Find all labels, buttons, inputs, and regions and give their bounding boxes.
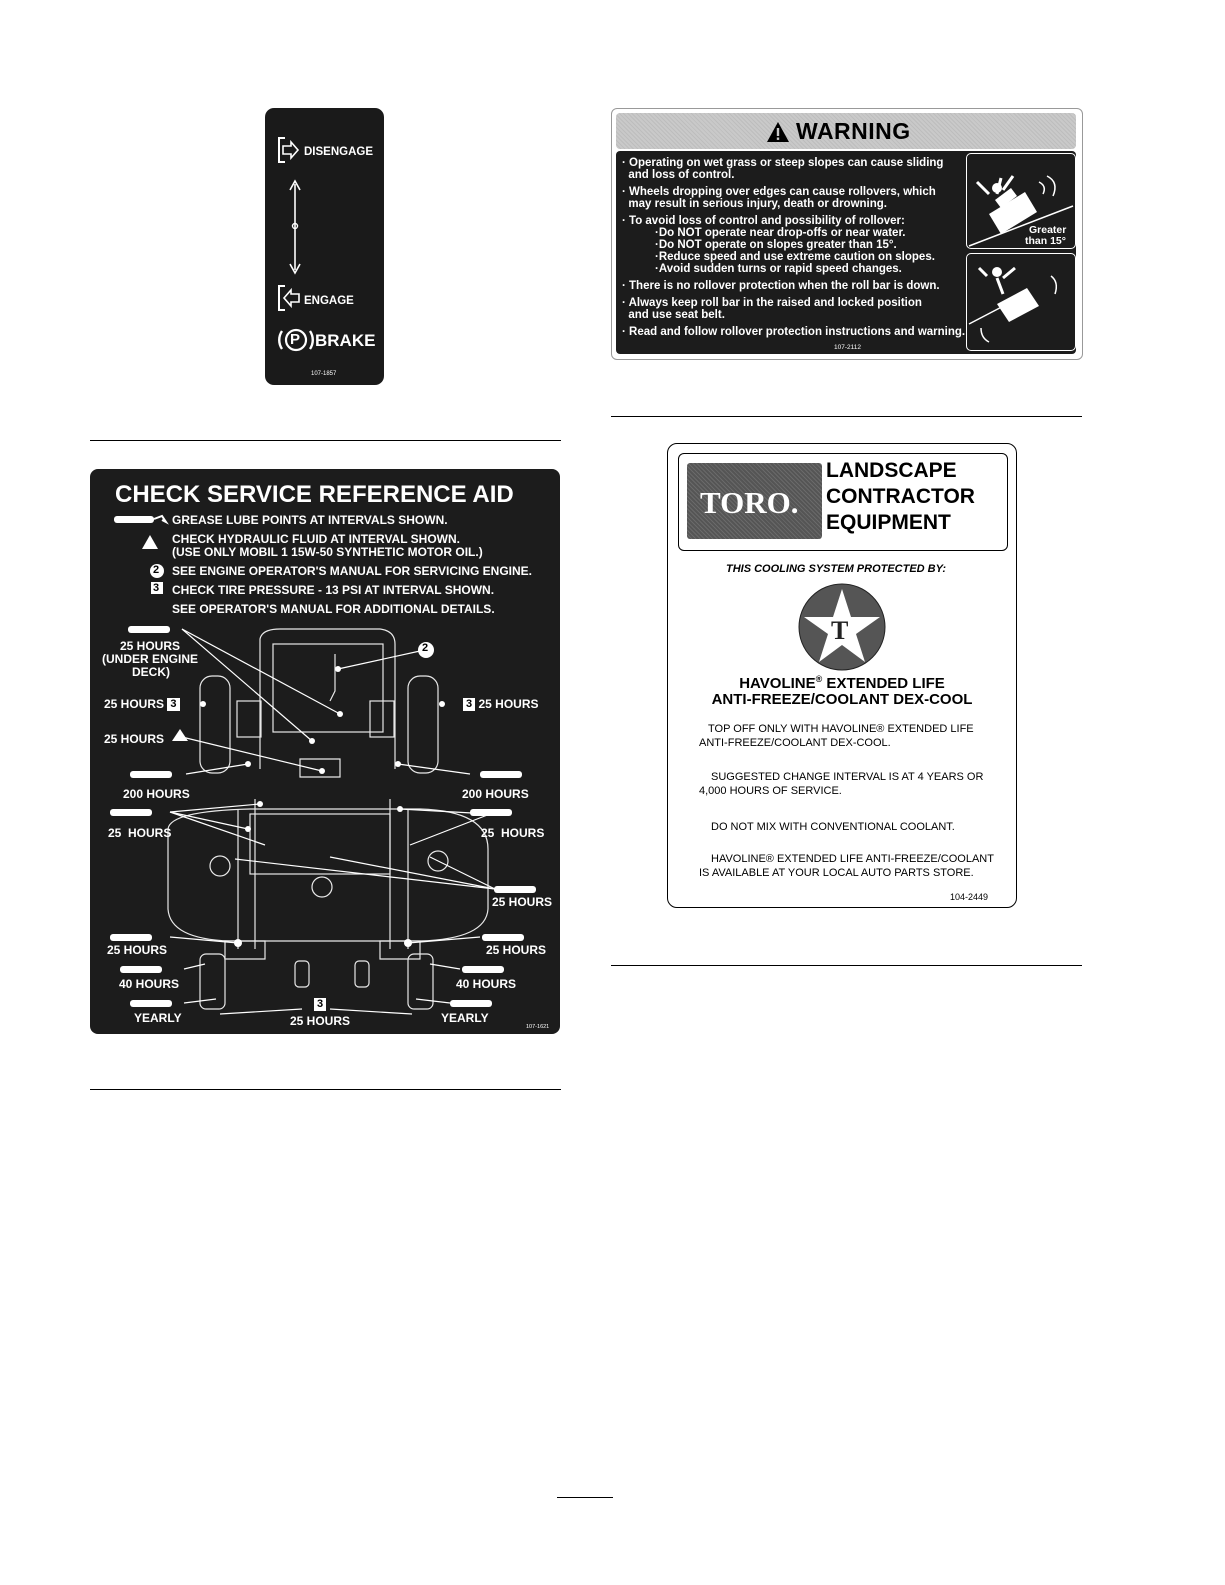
tire-left-number: 3	[167, 698, 179, 711]
label-40-left: 40 HOURS	[119, 977, 180, 991]
legend-grease: GREASE LUBE POINTS AT INTERVALS SHOWN.	[172, 513, 448, 527]
coolant-part-number: 104-2449	[950, 892, 989, 902]
brake-p-symbol: P	[290, 331, 301, 348]
legend-hydraulic-1: CHECK HYDRAULIC FLUID AT INTERVAL SHOWN.	[172, 532, 460, 546]
label-engine-number: 2	[422, 642, 429, 654]
legend-tire-number: 3	[153, 582, 160, 594]
warning-body	[616, 151, 1076, 354]
toro-brand: TORO.	[700, 485, 799, 520]
legend-engine: SEE ENGINE OPERATOR'S MANUAL FOR SERVICING ENGINE.	[172, 564, 533, 578]
rollbar-pictogram	[966, 253, 1076, 351]
rollbar-mower-icon	[967, 254, 1075, 350]
product-name-line-1	[668, 674, 1016, 692]
brake-part-number: 107-1857	[311, 371, 337, 377]
label-under-deck-2: (UNDER ENGINE	[102, 652, 199, 666]
warning-line: · Read and follow rollover protection instructions and warning.	[622, 326, 966, 338]
warning-triangle-icon	[766, 121, 790, 143]
hydraulic-warning-icon	[142, 535, 158, 549]
label-yearly-left: YEARLY	[134, 1011, 182, 1025]
warning-line: ·Reduce speed and use extreme caution on slopes.	[655, 251, 935, 263]
warning-line: ·Do NOT operate near drop-offs or near water.	[655, 227, 906, 239]
instr-2a: SUGGESTED CHANGE INTERVAL IS AT 4 YEARS OR	[711, 771, 984, 783]
grease-gun-icon	[114, 516, 166, 523]
toro-heading-3: EQUIPMENT	[826, 511, 951, 534]
warning-line: · Wheels dropping over edges can cause rollovers, which	[622, 186, 936, 198]
divider-left-2	[90, 1089, 561, 1090]
label-25-right: 25 HOURS	[481, 826, 545, 840]
divider-right-2	[611, 965, 1082, 966]
warning-line: · Always keep roll bar in the raised and locked position	[622, 297, 922, 309]
instr-2b: 4,000 HOURS OF SERVICE.	[699, 785, 842, 797]
label-tire-left	[104, 697, 180, 711]
label-200-left: 200 HOURS	[123, 787, 190, 801]
label-40-right: 40 HOURS	[456, 977, 517, 991]
coolant-decal	[667, 443, 1017, 908]
brake-label: BRAKE	[315, 331, 376, 350]
instr-3: DO NOT MIX WITH CONVENTIONAL COOLANT.	[711, 821, 955, 833]
label-hydraulic: 25 HOURS	[104, 732, 165, 746]
label-tire-left-text: 25 HOURS	[104, 697, 165, 711]
product-extended-life: EXTENDED LIFE	[822, 675, 945, 692]
toro-logo	[687, 463, 822, 539]
label-caster-tire-number	[314, 997, 326, 1011]
instr-1a: TOP OFF ONLY WITH HAVOLINE® EXTENDED LIFE	[708, 723, 974, 735]
star-letter: T	[831, 616, 849, 645]
service-title: CHECK SERVICE REFERENCE AID	[115, 481, 514, 508]
label-25-deck: 25 HOURS	[492, 895, 553, 909]
warning-line: · To avoid loss of control and possibility of rollover:	[622, 215, 905, 227]
slope-label-line-1: Greater	[1029, 224, 1067, 236]
instr-4b: IS AVAILABLE AT YOUR LOCAL AUTO PARTS STORE.	[699, 867, 974, 879]
legend-manual: SEE OPERATOR'S MANUAL FOR ADDITIONAL DETAILS.	[172, 602, 495, 616]
warning-line: · There is no rollover protection when the roll bar is down.	[622, 280, 940, 292]
warning-line: ·Avoid sudden turns or rapid speed changes.	[655, 263, 902, 275]
product-reg-mark: ®	[815, 674, 823, 684]
product-name-line-2: ANTI-FREEZE/COOLANT DEX-COOL	[711, 691, 973, 708]
protected-by: THIS COOLING SYSTEM PROTECTED BY:	[726, 563, 947, 575]
warning-line: · Operating on wet grass or steep slopes can cause sliding	[622, 157, 944, 169]
legend-tire: CHECK TIRE PRESSURE - 13 PSI AT INTERVAL SHOWN.	[172, 583, 495, 597]
warning-line: may result in serious injury, death or drowning.	[622, 198, 887, 210]
label-under-deck-1: 25 HOURS	[120, 639, 181, 653]
warning-line: and loss of control.	[622, 169, 735, 181]
label-caster-tire: 25 HOURS	[290, 1014, 351, 1028]
toro-logo-box	[678, 453, 1008, 551]
instr-1b: ANTI-FREEZE/COOLANT DEX-COOL.	[699, 737, 891, 749]
warning-decal	[611, 108, 1083, 360]
product-havoline: HAVOLINE	[739, 675, 816, 692]
warning-line: and use seat belt.	[622, 309, 725, 321]
label-25-front-right: 25 HOURS	[486, 943, 547, 957]
label-yearly-right: YEARLY	[441, 1011, 489, 1025]
label-25-front-left: 25 HOURS	[107, 943, 168, 957]
warning-line: ·Do NOT operate on slopes greater than 15°.	[655, 239, 897, 251]
caster-tire-number: 3	[314, 998, 326, 1011]
tire-right-number: 3	[463, 698, 475, 711]
service-part-number: 107-1621	[526, 1024, 550, 1030]
warning-header	[616, 113, 1076, 149]
slope-label-line-2: than 15°	[1025, 235, 1066, 247]
label-200-right: 200 HOURS	[462, 787, 529, 801]
divider-left-1	[90, 440, 561, 441]
label-25-left: 25 HOURS	[108, 826, 172, 840]
service-reference-decal	[90, 469, 560, 1034]
brake-decal	[265, 108, 384, 385]
label-under-deck-3: DECK)	[132, 665, 170, 679]
warning-part-number: 107-2112	[834, 344, 861, 351]
warning-title: WARNING	[796, 118, 911, 144]
slope-rollover-pictogram	[966, 153, 1076, 249]
toro-heading-1: LANDSCAPE	[826, 459, 957, 482]
toro-heading-2: CONTRACTOR	[826, 485, 975, 508]
divider-right-1	[611, 416, 1082, 417]
disengage-label: DISENGAGE	[304, 146, 374, 158]
legend-engine-number: 2	[153, 564, 160, 576]
legend-hydraulic-2: (USE ONLY MOBIL 1 15W-50 SYNTHETIC MOTOR OIL.)	[172, 545, 483, 559]
instr-4a: HAVOLINE® EXTENDED LIFE ANTI-FREEZE/COOLANT	[711, 853, 994, 865]
engage-label: ENGAGE	[304, 295, 354, 307]
label-tire-right-text: 25 HOURS	[478, 697, 539, 711]
label-tire-right	[463, 697, 539, 711]
page-number-rule	[557, 1497, 613, 1498]
